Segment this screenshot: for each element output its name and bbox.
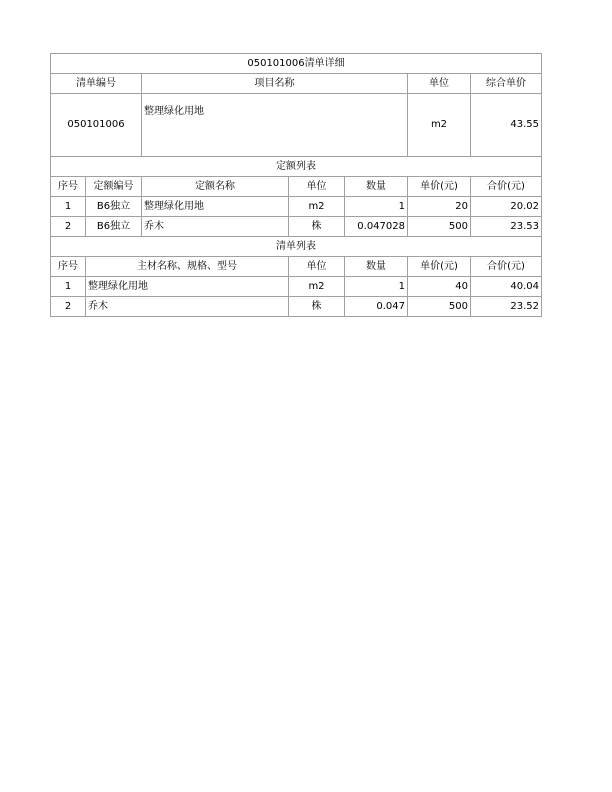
quota-header-unit: 单位 — [289, 177, 345, 197]
table-row — [51, 297, 542, 317]
quota-total: 23.53 — [471, 217, 542, 237]
table-row — [51, 197, 542, 217]
material-seq: 2 — [51, 297, 86, 317]
materials-header-seq: 序号 — [51, 257, 86, 277]
quota-unit: m2 — [289, 197, 345, 217]
material-unit: m2 — [289, 277, 345, 297]
quota-qty: 1 — [345, 197, 408, 217]
materials-title-row — [51, 237, 542, 257]
quota-section-title: 定额列表 — [51, 157, 542, 177]
header-item-name: 项目名称 — [142, 74, 408, 94]
material-seq: 1 — [51, 277, 86, 297]
quota-code: B6独立 — [86, 197, 142, 217]
material-total: 40.04 — [471, 277, 542, 297]
materials-section-title: 清单列表 — [51, 237, 542, 257]
quota-seq: 1 — [51, 197, 86, 217]
quota-header-qty: 数量 — [345, 177, 408, 197]
quota-title-row — [51, 157, 542, 177]
material-total: 23.52 — [471, 297, 542, 317]
material-unit: 株 — [289, 297, 345, 317]
material-price: 40 — [408, 277, 471, 297]
material-qty: 1 — [345, 277, 408, 297]
quota-header-seq: 序号 — [51, 177, 86, 197]
summary-row — [51, 94, 542, 157]
quota-header-price: 单价(元) — [408, 177, 471, 197]
material-price: 500 — [408, 297, 471, 317]
unit-price: 43.55 — [471, 94, 542, 157]
quota-header-row — [51, 177, 542, 197]
summary-header-row — [51, 74, 542, 94]
materials-header-name: 主材名称、规格、型号 — [86, 257, 289, 277]
quota-header-code: 定额编号 — [86, 177, 142, 197]
table-title: 050101006清单详细 — [51, 54, 542, 74]
header-unit-price: 综合单价 — [471, 74, 542, 94]
table-row — [51, 277, 542, 297]
header-bill-code: 清单编号 — [51, 74, 142, 94]
quota-name: 整理绿化用地 — [142, 197, 289, 217]
materials-header-qty: 数量 — [345, 257, 408, 277]
quota-seq: 2 — [51, 217, 86, 237]
materials-header-total: 合价(元) — [471, 257, 542, 277]
materials-header-price: 单价(元) — [408, 257, 471, 277]
quota-price: 20 — [408, 197, 471, 217]
quota-code: B6独立 — [86, 217, 142, 237]
unit: m2 — [408, 94, 471, 157]
materials-header-row — [51, 257, 542, 277]
header-unit: 单位 — [408, 74, 471, 94]
bill-detail-table — [50, 53, 542, 317]
quota-qty: 0.047028 — [345, 217, 408, 237]
quota-header-total: 合价(元) — [471, 177, 542, 197]
materials-header-unit: 单位 — [289, 257, 345, 277]
quota-unit: 株 — [289, 217, 345, 237]
title-row — [51, 54, 542, 74]
material-name: 整理绿化用地 — [86, 277, 289, 297]
quota-header-name: 定额名称 — [142, 177, 289, 197]
table-row — [51, 217, 542, 237]
item-name: 整理绿化用地 — [142, 94, 408, 157]
material-name: 乔木 — [86, 297, 289, 317]
quota-price: 500 — [408, 217, 471, 237]
material-qty: 0.047 — [345, 297, 408, 317]
quota-total: 20.02 — [471, 197, 542, 217]
quota-name: 乔木 — [142, 217, 289, 237]
bill-code: 050101006 — [51, 94, 142, 157]
